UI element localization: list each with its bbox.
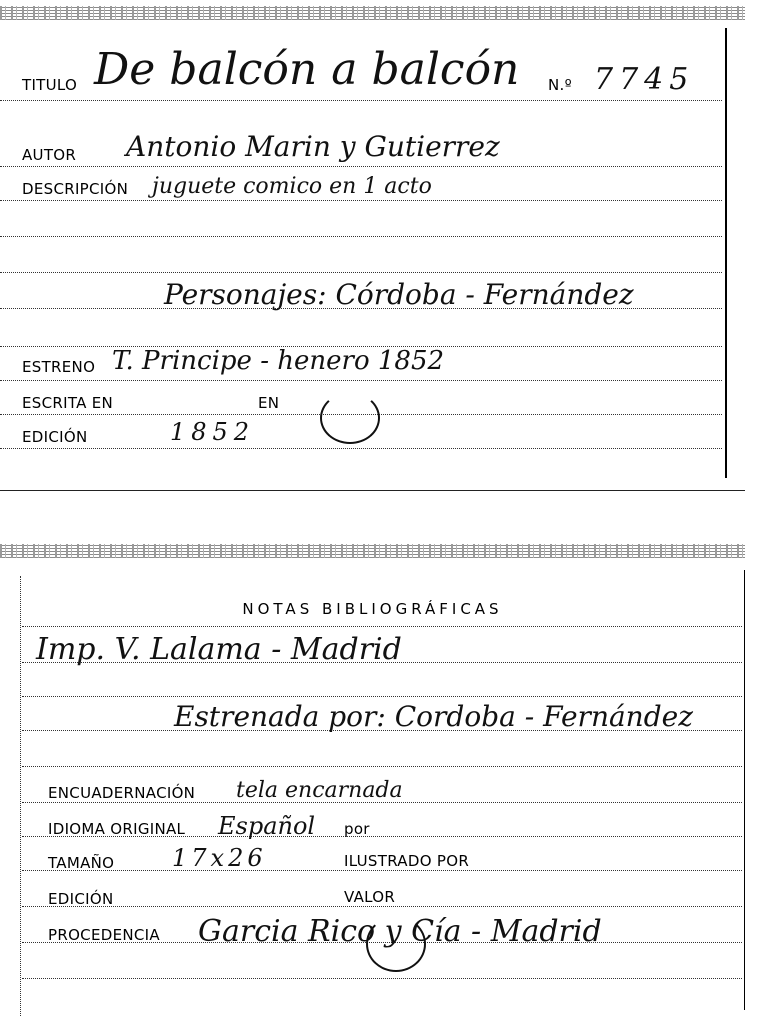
label-descripcion: DESCRIPCIÓN	[22, 180, 129, 198]
label-escrita-en: ESCRITA EN	[22, 394, 114, 412]
rule-blank-1	[0, 236, 722, 237]
notas-bibliograficas-heading: NOTAS BIBLIOGRÁFICAS	[242, 600, 503, 618]
catalog-card-top	[0, 0, 745, 490]
note-imprenta: Imp. V. Lalama - Madrid	[36, 632, 402, 667]
label-en: EN	[258, 394, 280, 412]
label-valor: VALOR	[344, 888, 396, 906]
card-bottom-right-border	[744, 570, 745, 1010]
rule-blank-6	[22, 978, 742, 979]
value-autor: Antonio Marin y Gutierrez	[126, 130, 500, 163]
label-por: por	[344, 820, 370, 838]
rule-estreno	[0, 380, 722, 381]
value-procedencia: Garcia Rico y Cía - Madrid	[198, 914, 602, 949]
label-encuadernacion: ENCUADERNACIÓN	[48, 784, 196, 802]
value-idioma-original: Español	[218, 812, 316, 840]
value-tamano: 17x26	[172, 844, 267, 872]
value-descripcion: juguete comico en 1 acto	[152, 174, 432, 199]
value-encuadernacion: tela encarnada	[236, 778, 403, 803]
label-procedencia: PROCEDENCIA	[48, 926, 160, 944]
card-top-right-border	[725, 28, 727, 478]
rule-edicion-b	[22, 906, 742, 907]
rule-tamano	[22, 870, 742, 871]
rule-heading	[22, 626, 742, 627]
label-numero: N.º	[548, 76, 572, 94]
rule-edicion	[0, 448, 722, 449]
rule-blank-4	[22, 696, 742, 697]
value-estreno: T. Principe - henero 1852	[112, 346, 445, 376]
rule-descripcion	[0, 200, 722, 201]
value-titulo: De balcón a balcón	[94, 44, 520, 95]
label-edicion: EDICIÓN	[22, 428, 88, 446]
label-titulo: TITULO	[22, 76, 78, 94]
label-tamano: TAMAÑO	[48, 854, 115, 872]
card-top-edge-texture	[0, 6, 745, 20]
value-personajes: Personajes: Córdoba - Fernández	[164, 278, 634, 311]
catalog-card-bottom	[0, 540, 745, 1020]
value-edicion: 1852	[170, 418, 256, 446]
label-ilustrado-por: ILUSTRADO POR	[344, 852, 470, 870]
ink-stamp-circle	[320, 392, 380, 444]
rule-blank-5	[22, 766, 742, 767]
label-estreno: ESTRENO	[22, 358, 96, 376]
label-autor: AUTOR	[22, 146, 77, 164]
card-bottom-left-border	[20, 576, 21, 1016]
rule-blank-2	[0, 272, 722, 273]
rule-titulo	[0, 100, 722, 101]
label-idioma-original: IDIOMA ORIGINAL	[48, 820, 186, 838]
card-top-bottom-edge	[0, 490, 745, 491]
rule-autor	[0, 166, 722, 167]
note-estrenada: Estrenada por: Cordoba - Fernández	[174, 700, 693, 733]
ink-stamp-circle-bottom	[366, 916, 426, 972]
label-edicion-b: EDICIÓN	[48, 890, 114, 908]
value-numero: 7745	[594, 62, 695, 97]
card-bottom-edge-texture	[0, 544, 745, 558]
